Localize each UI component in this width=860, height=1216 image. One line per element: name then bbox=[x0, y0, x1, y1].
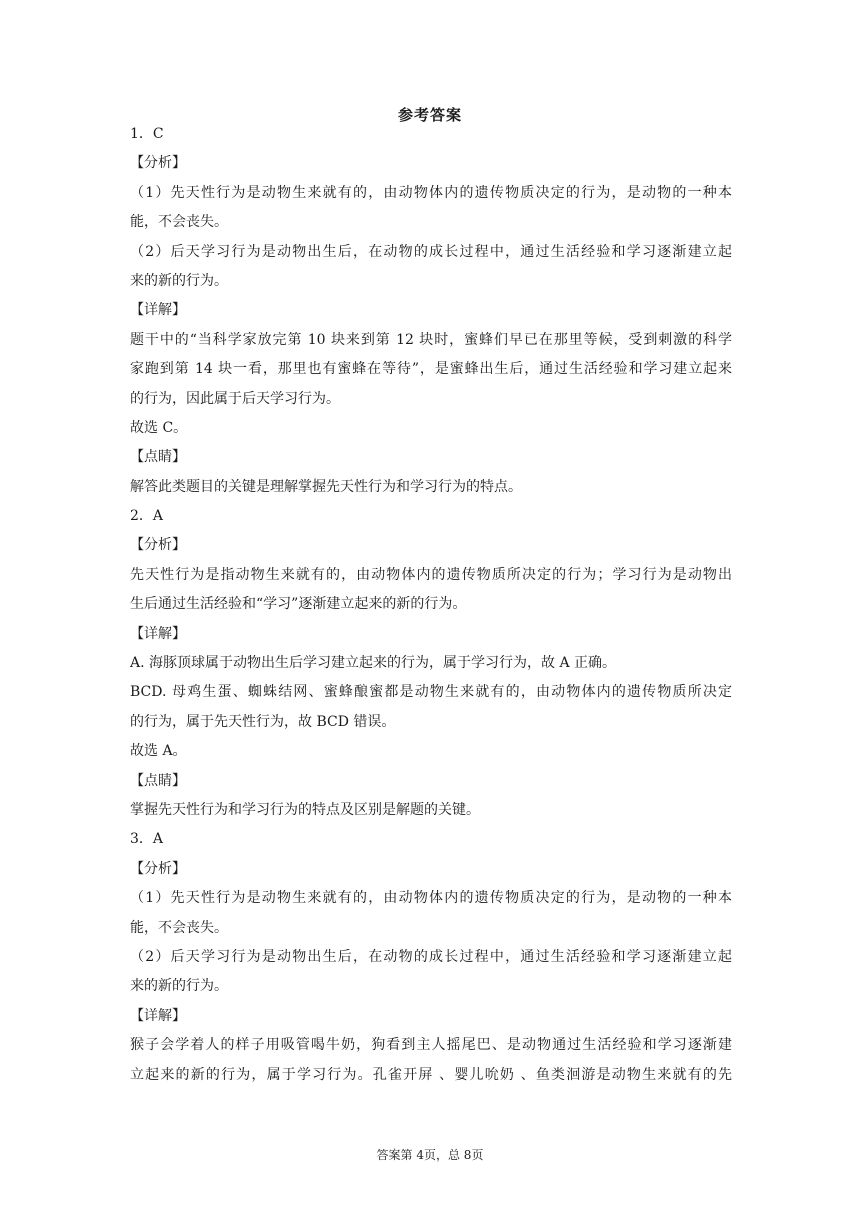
text-line: （1）先天性行为是动物生来就有的，由动物体内的遗传物质决定的行为，是动物的一种本 bbox=[130, 890, 732, 907]
text-line: 【点睛】 bbox=[130, 772, 186, 789]
page-title: 参考答案 bbox=[397, 106, 462, 124]
text-line: 生后通过生活经验和“学习”逐渐建立起来的新的行为。 bbox=[130, 596, 467, 613]
page-footer: 答案第 4页，总 8页 bbox=[376, 1148, 484, 1162]
text-line: 2．A bbox=[130, 508, 164, 525]
text-line: 猴子会学着人的样子用吸管喝牛奶，狗看到主人摇尾巴、是动物通过生活经验和学习逐渐建 bbox=[130, 1037, 732, 1054]
text-line: 的行为，因此属于后天学习行为。 bbox=[130, 390, 340, 407]
text-line: 来的新的行为。 bbox=[130, 272, 228, 289]
text-line: 的行为，属于先天性行为，故 BCD 错误。 bbox=[130, 713, 396, 730]
text-line: 【详解】 bbox=[130, 1007, 186, 1024]
text-line: （2）后天学习行为是动物出生后，在动物的成长过程中，通过生活经验和学习逐渐建立起 bbox=[130, 948, 732, 965]
text-line: 故选 A。 bbox=[130, 743, 187, 760]
text-line: BCD. 母鸡生蛋、蜘蛛结网、蜜蜂酿蜜都是动物生来就有的，由动物体内的遗传物质所决定 bbox=[130, 684, 732, 701]
text-line: 【详解】 bbox=[130, 625, 186, 642]
text-line: 来的新的行为。 bbox=[130, 978, 228, 995]
text-line: 故选 C。 bbox=[130, 419, 188, 436]
text-line: 【详解】 bbox=[130, 302, 186, 319]
text-line: （1）先天性行为是动物生来就有的，由动物体内的遗传物质决定的行为，是动物的一种本 bbox=[130, 184, 732, 201]
text-line: 家跑到第 14 块一看，那里也有蜜蜂在等待”，是蜜蜂出生后，通过生活经验和学习建立起来 bbox=[130, 361, 732, 378]
text-line: 【分析】 bbox=[130, 860, 186, 877]
text-line: 能，不会丧失。 bbox=[130, 214, 228, 231]
text-line: 题干中的“当科学家放完第 10 块来到第 12 块时，蜜蜂们早已在那里等候，受到刺激的科学 bbox=[130, 331, 732, 348]
answer-body bbox=[130, 120, 732, 1090]
text-line: 掌握先天性行为和学习行为的特点及区别是解题的关键。 bbox=[130, 801, 480, 818]
text-line: （2）后天学习行为是动物出生后，在动物的成长过程中，通过生活经验和学习逐渐建立起 bbox=[130, 243, 732, 260]
text-line: 【分析】 bbox=[130, 155, 186, 172]
text-line: 能，不会丧失。 bbox=[130, 919, 228, 936]
text-line: 立起来的新的行为，属于学习行为。孔雀开屏 、婴儿吮奶 、鱼类洄游是动物生来就有的先 bbox=[130, 1066, 732, 1083]
text-line: 解答此类题目的关键是理解掌握先天性行为和学习行为的特点。 bbox=[130, 478, 522, 495]
text-line: A. 海豚顶球属于动物出生后学习建立起来的行为，属于学习行为，故 A 正确。 bbox=[130, 655, 617, 672]
text-line: 【点睛】 bbox=[130, 449, 186, 466]
text-line: 1．C bbox=[130, 126, 164, 142]
text-line: 3．A bbox=[130, 831, 164, 848]
text-line: 先天性行为是指动物生来就有的，由动物体内的遗传物质所决定的行为；学习行为是动物出 bbox=[130, 566, 732, 583]
text-line: 【分析】 bbox=[130, 537, 186, 554]
